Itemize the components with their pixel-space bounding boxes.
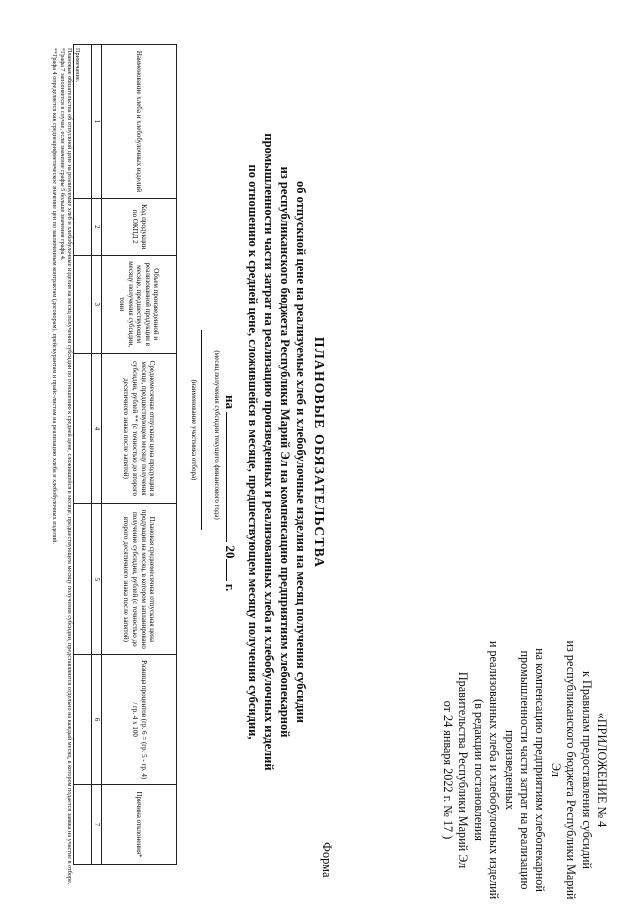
year-blank bbox=[226, 559, 238, 581]
notes bbox=[51, 48, 81, 898]
appendix-line: Правительства Республики Марий Эл bbox=[456, 671, 471, 869]
note-line: **Графа 4 определяется как среднеарифметическое значение цен по заключенным контрактам (договорам), прейскурантам и прайс-листам на реализацию хлеба и хлебобулочных изделий. bbox=[51, 48, 59, 545]
column-number: 6 bbox=[92, 655, 102, 785]
column-number: 1 bbox=[92, 45, 102, 199]
header-cell: Плановая среднемесячная отпускная цена продукции на месяц, в котором запланировано получение субсидии, рублей (с точностью до второго десятичного знака после запятой) bbox=[102, 504, 177, 655]
subtitle-line: из республиканского бюджета Республики Марий Эл на компенсацию предприятиям хлебопекарной bbox=[278, 166, 292, 738]
month-blank bbox=[226, 412, 238, 542]
header-cell: Наименование хлеба и хлебобулочных изделий bbox=[102, 45, 177, 199]
table-header-row bbox=[102, 45, 177, 865]
period-prefix: на bbox=[223, 395, 238, 409]
year-prefix: 20 bbox=[223, 545, 238, 559]
column-number: 7 bbox=[92, 785, 102, 865]
note-line: Плановые обязательства об отпускной цене на реализуемые хлеб и хлебобулочные изделия на месяц получения субсидии по отношению к средней цене, сложившейся в месяце, предшествующем месяцу получения субсидии, представляются отдельно на каждый месяц, в котором подается заявка на участие в отборе. bbox=[66, 48, 74, 885]
appendix-line: промышленности части затрат на реализацию произведенных bbox=[502, 650, 532, 890]
column-number: 3 bbox=[92, 255, 102, 353]
header-cell: Объем произведенной и реализованной продукции в месяце, предшествующем месяцу получения субсидии, тонн bbox=[102, 255, 177, 353]
column-number: 4 bbox=[92, 353, 102, 504]
participant-blank bbox=[201, 330, 202, 530]
note-line: Примечание. bbox=[74, 48, 81, 83]
appendix-line: от 24 января 2022 г. № 17 ) bbox=[440, 700, 455, 840]
appendix-line: из республиканского бюджета Республики Марий Эл bbox=[548, 640, 579, 900]
document-subtitle bbox=[245, 22, 309, 882]
appendix-line: «ПРИЛОЖЕНИЕ № 4 bbox=[595, 712, 609, 828]
header-cell: Разница процентов (гр. 6 = (гр. 5 - гр. 4) / гр. 4 х 100 bbox=[102, 655, 177, 785]
appendix-line: и реализованных хлеба и хлебобулочных изделий bbox=[487, 640, 502, 900]
period-suffix: г. bbox=[223, 583, 238, 592]
appendix-line: на компенсацию предприятиям хлебопекарной bbox=[533, 648, 548, 892]
document-title: ПЛАНОВЫЕ ОБЯЗАТЕЛЬСТВА bbox=[312, 336, 327, 569]
appendix-line: (в редакции постановления bbox=[471, 699, 486, 841]
appendix-line: к Правилам предоставления субсидий bbox=[579, 671, 594, 869]
column-number: 2 bbox=[92, 198, 102, 255]
header-cell: Среднемесячная отпускная цена продукции в месяце, предшествующем месяцу получения субсидии, рублей ** (с точностью до второго десятичного знака после запятой) bbox=[102, 353, 177, 504]
note-line: *Графа 7 заполняется в случае, если значение графы 5 больше значения графа 4. bbox=[58, 48, 66, 261]
header-cell: Причина отклонения* bbox=[102, 785, 177, 865]
period-line bbox=[222, 395, 238, 591]
obligations-table bbox=[73, 44, 177, 865]
participant-caption: (наименование участника отбора) bbox=[190, 379, 198, 481]
period-caption: (месяц получения субсидии текущего финансового года) bbox=[213, 350, 221, 520]
column-number: 5 bbox=[92, 504, 102, 655]
appendix-header bbox=[440, 640, 609, 900]
forma-label: Форма bbox=[320, 842, 334, 878]
subtitle-line: об отпускной цене на реализуемые хлеб и хлебобулочные изделия на месяц получения субсидии bbox=[294, 181, 308, 723]
header-cell: Код продукции по ОКПД 2 bbox=[102, 198, 177, 255]
subtitle-line: промышленности части затрат на реализацию произведенных и реализованных хлеба и хлебобулочных изделий bbox=[262, 133, 276, 771]
subtitle-line: по отношению к средней цене, сложившейся в месяце, предшествующем месяцу получения субсидии, bbox=[246, 164, 260, 740]
column-number-row bbox=[92, 45, 102, 865]
